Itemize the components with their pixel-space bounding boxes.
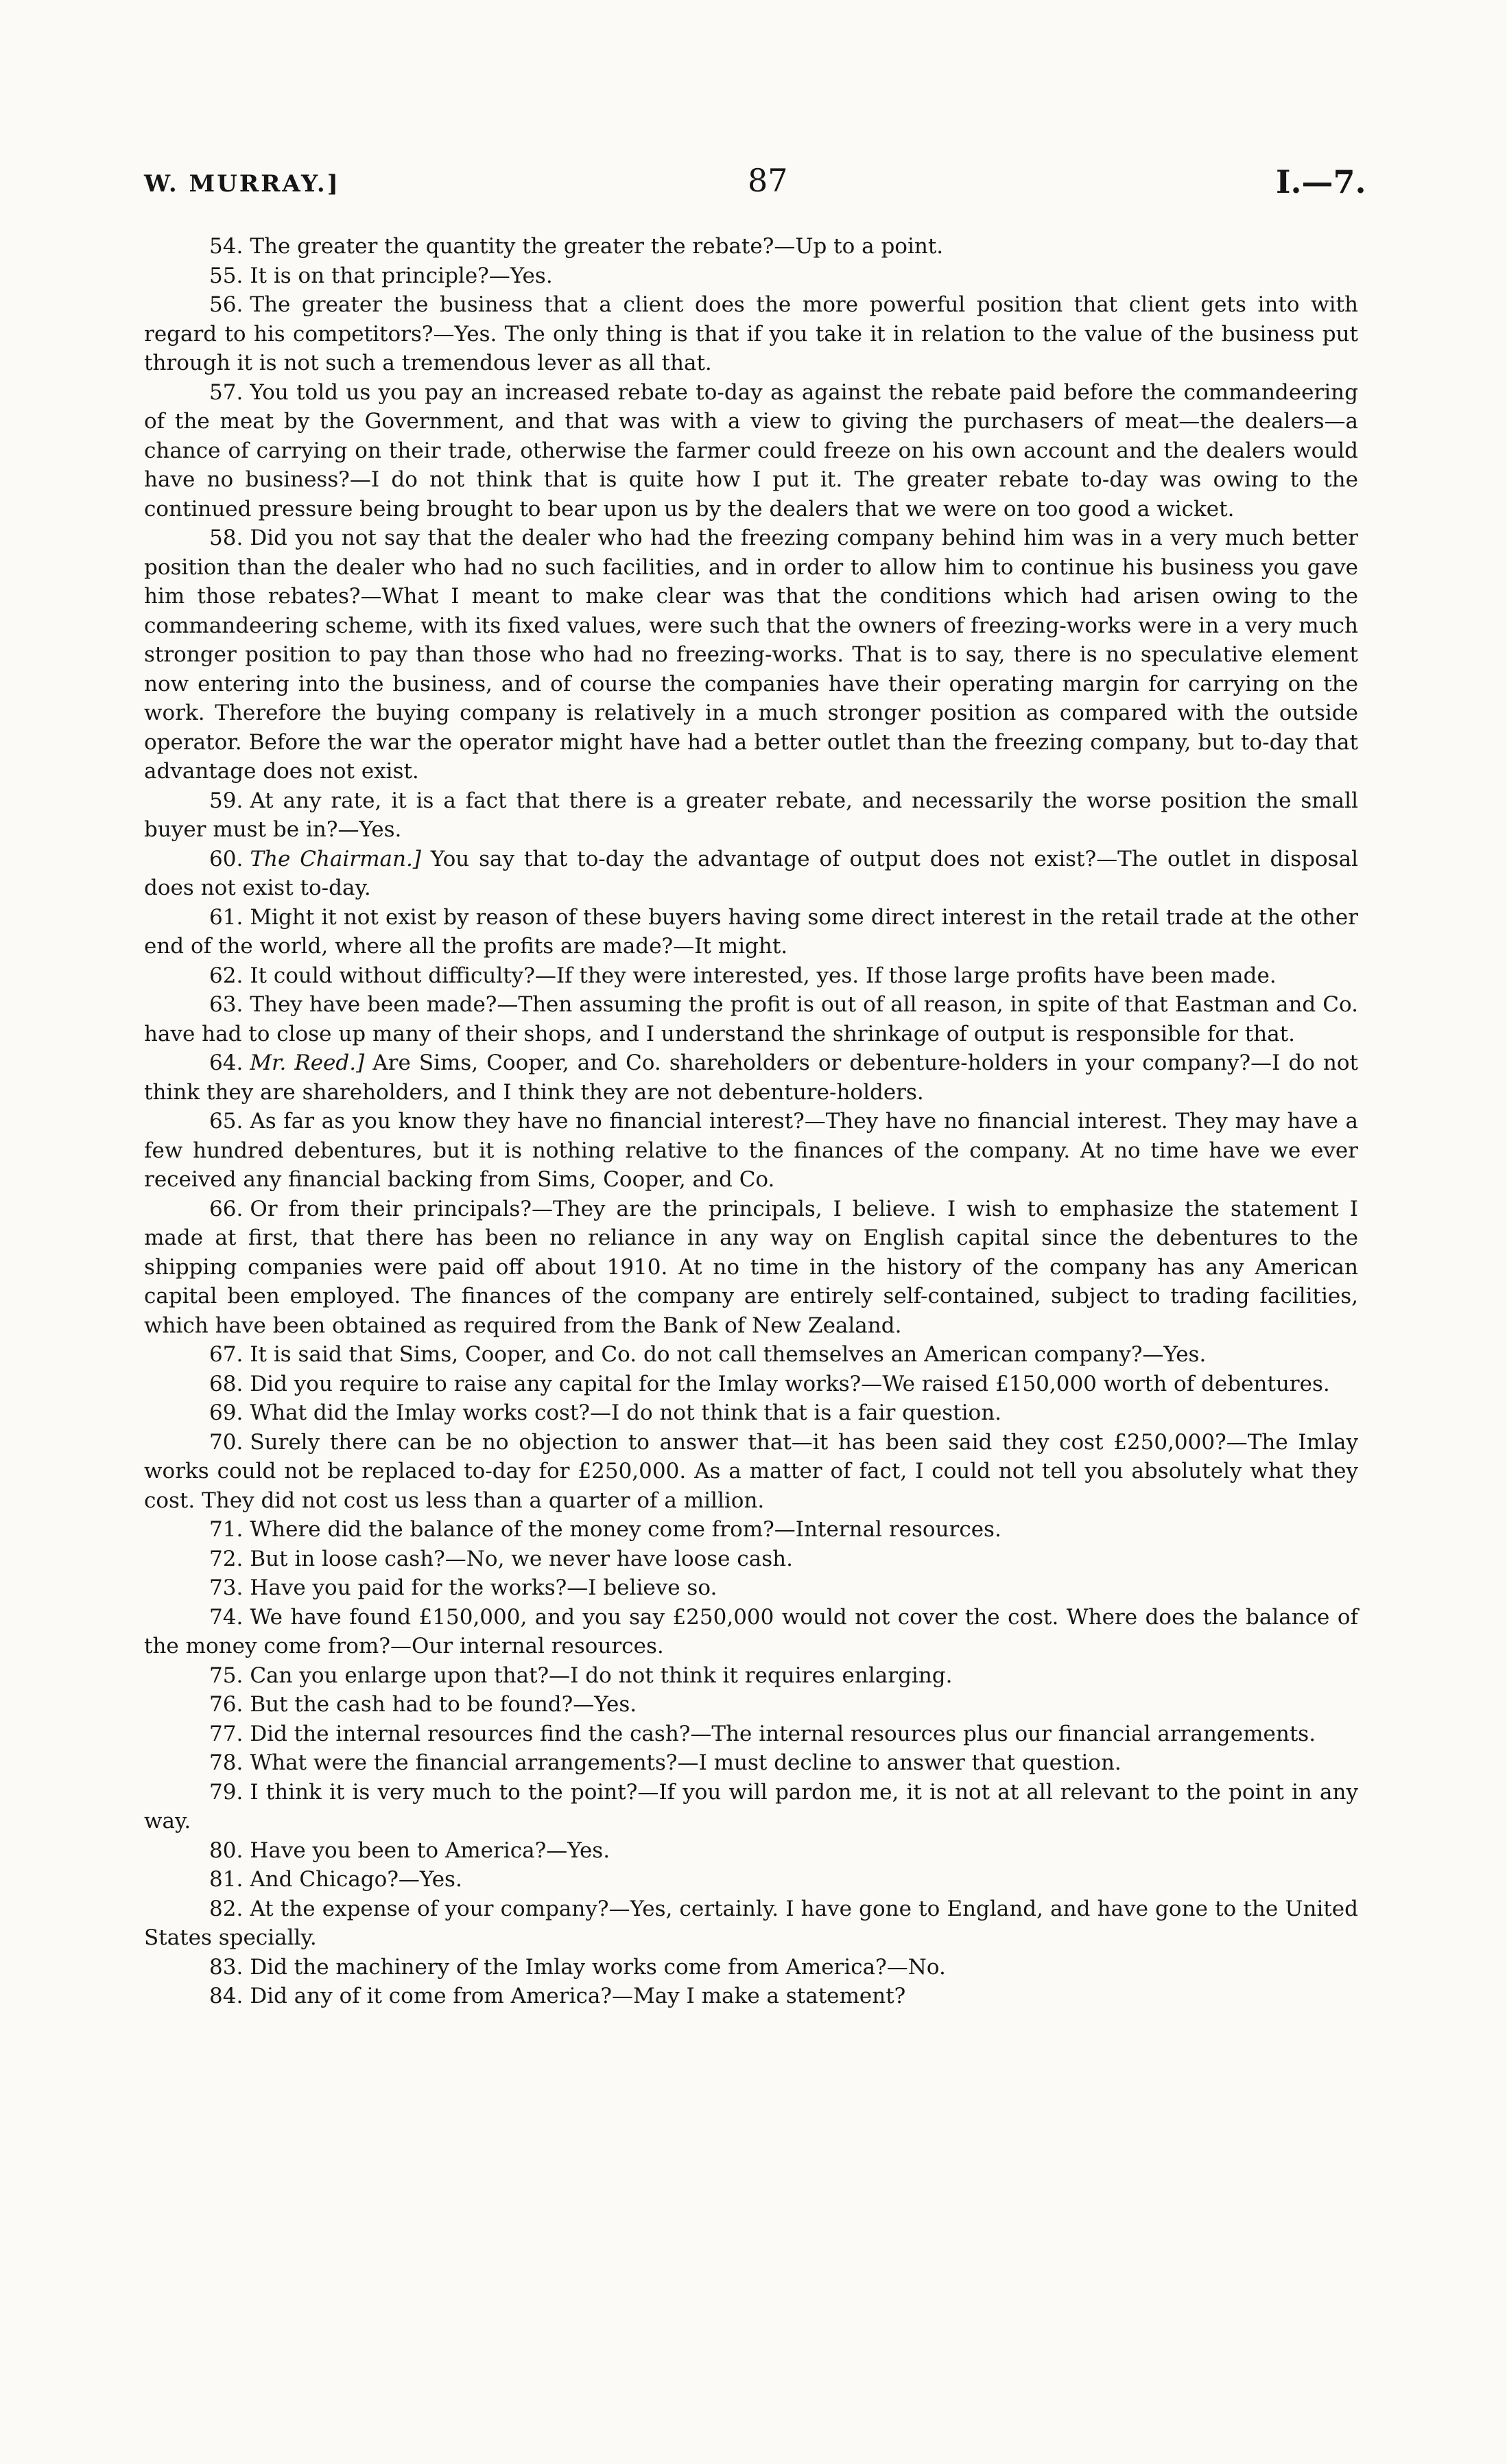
paragraph bbox=[144, 1836, 1358, 1866]
paragraph-text: Did any of it come from America?—May I make a statement? bbox=[250, 1984, 906, 2008]
paragraph-text: I think it is very much to the point?—If you will pardon me, it is not at all relevant to the point in any way. bbox=[144, 1779, 1358, 1833]
paragraph bbox=[144, 1953, 1358, 1982]
paragraph bbox=[144, 1573, 1358, 1603]
paragraph bbox=[144, 1107, 1358, 1195]
running-header bbox=[0, 162, 1507, 210]
paragraph-number: 82. bbox=[209, 1896, 244, 1921]
paragraph-text: It could without difficulty?—If they were interested, yes. If those large profits have been made. bbox=[250, 963, 1277, 988]
paragraph-number: 72. bbox=[209, 1546, 244, 1571]
speaker-label: The Chairman.] bbox=[250, 846, 421, 871]
paragraph bbox=[144, 1603, 1358, 1661]
paragraph-number: 55. bbox=[209, 263, 244, 288]
paragraph bbox=[144, 524, 1358, 786]
paragraph-number: 77. bbox=[209, 1721, 244, 1746]
paragraph bbox=[144, 903, 1358, 961]
paragraph bbox=[144, 1428, 1358, 1516]
paragraph-number: 76. bbox=[209, 1692, 244, 1717]
paragraph-text: Did the internal resources find the cash?—The internal resources plus our financial arrangements. bbox=[250, 1721, 1316, 1746]
paragraph-text: You told us you pay an increased rebate to-day as against the rebate paid before the commandeering of the meat by the Government, and that was with a view to giving the purchasers of meat—the dealers—a chance of carrying on their trade, otherwise the farmer could freeze on his own account and the dealers would have no business?—I do not think that is quite how I put it. The greater rebate to-day was owing to the continued pressure being brought to bear upon us by the dealers that we were on too good a wicket. bbox=[144, 379, 1358, 521]
paragraph bbox=[144, 378, 1358, 524]
paragraph-number: 80. bbox=[209, 1838, 244, 1863]
evidence-body bbox=[144, 232, 1358, 2011]
paragraph-number: 62. bbox=[209, 963, 244, 988]
paragraph bbox=[144, 1340, 1358, 1370]
paragraph-text: Did the machinery of the Imlay works come from America?—No. bbox=[250, 1954, 946, 1980]
paragraph-number: 54. bbox=[209, 234, 244, 259]
paragraph-text: And Chicago?—Yes. bbox=[250, 1867, 462, 1892]
paragraph-number: 69. bbox=[209, 1400, 244, 1425]
paragraph bbox=[144, 261, 1358, 291]
paragraph-number: 58. bbox=[209, 526, 244, 550]
paragraph-number: 57. bbox=[209, 379, 244, 405]
paragraph bbox=[144, 1398, 1358, 1428]
paragraph bbox=[144, 1894, 1358, 1953]
paragraph-text: It is on that principle?—Yes. bbox=[250, 263, 553, 288]
paragraph-text: Have you paid for the works?—I believe so. bbox=[250, 1575, 717, 1600]
paragraph-text: What did the Imlay works cost?—I do not think that is a fair question. bbox=[250, 1400, 1002, 1425]
paragraph-number: 60. bbox=[209, 846, 244, 871]
paragraph-text: Are Sims, Cooper, and Co. shareholders or debenture-holders in your company?—I do not think they are shareholders, and I think they are not debenture-holders. bbox=[144, 1051, 1358, 1105]
paragraph-number: 61. bbox=[209, 904, 244, 930]
paragraph-number: 71. bbox=[209, 1517, 244, 1542]
paragraph bbox=[144, 1195, 1358, 1341]
header-witness-name: W. MURRAY.] bbox=[144, 170, 340, 198]
paragraph bbox=[144, 1545, 1358, 1574]
paragraph-number: 84. bbox=[209, 1984, 244, 2008]
paragraph-number: 83. bbox=[209, 1954, 244, 1980]
paragraph-number: 67. bbox=[209, 1342, 244, 1367]
paragraph-number: 74. bbox=[209, 1604, 244, 1630]
paragraph-text: Might it not exist by reason of these buyers having some direct interest in the retail trade at the other end of the world, where all the profits are made?—It might. bbox=[144, 904, 1358, 959]
paragraph-text: You say that to-day the advantage of output does not exist?—The outlet in disposal does not exist to-day. bbox=[144, 846, 1358, 900]
paragraph-number: 70. bbox=[209, 1429, 244, 1455]
paragraph-number: 63. bbox=[209, 992, 244, 1017]
paragraph bbox=[144, 845, 1358, 903]
paragraph-text: Did you not say that the dealer who had the freezing company behind him was in a very much better position than the dealer who had no such facilities, and in order to allow him to continue his business you gave him those rebates?—What I meant to make clear was that the conditions which had arisen owing to the commandeering scheme, with its fixed values, were such that the owners of freezing-works were in a very much stronger position to pay than those who had no freezing-works. That is to say, there is no speculative element now entering into the business, and of course the companies have their operating margin for carrying on the work. Therefore the buying company is relatively in a much stronger position as compared with the outside operator. Before the war the operator might have had a better outlet than the freezing company, but to-day that advantage does not exist. bbox=[144, 526, 1358, 784]
paragraph-number: 64. bbox=[209, 1051, 244, 1075]
paragraph-number: 75. bbox=[209, 1663, 244, 1688]
paragraph-number: 73. bbox=[209, 1575, 244, 1600]
paragraph bbox=[144, 786, 1358, 845]
paragraph-text: But in loose cash?—No, we never have loose cash. bbox=[250, 1546, 793, 1571]
paragraph-text: The greater the business that a client does the more powerful position that client gets into with regard to his competitors?—Yes. The only thing is that if you take it in relation to the value of the business put through it is not such a tremendous lever as all that. bbox=[144, 292, 1358, 375]
paragraph bbox=[144, 1515, 1358, 1545]
paragraph bbox=[144, 1370, 1358, 1399]
paragraph-text: The greater the quantity the greater the rebate?—Up to a point. bbox=[250, 234, 944, 259]
paragraph-text: Have you been to America?—Yes. bbox=[250, 1838, 610, 1863]
paragraph-number: 66. bbox=[209, 1196, 244, 1221]
paragraph-text: It is said that Sims, Cooper, and Co. do not call themselves an American company?—Yes. bbox=[250, 1342, 1207, 1367]
paragraph-text: Can you enlarge upon that?—I do not think it requires enlarging. bbox=[250, 1663, 953, 1688]
paragraph-text: Surely there can be no objection to answer that—it has been said they cost £250,000?—The Imlay works could not be replaced to-day for £250,000. As a matter of fact, I could not tell you absolutely what they cost. They did not cost us less than a quarter of a million. bbox=[144, 1429, 1358, 1513]
paragraph bbox=[144, 1865, 1358, 1894]
paragraph-text: But the cash had to be found?—Yes. bbox=[250, 1692, 637, 1717]
paragraph-text: Where did the balance of the money come from?—Internal resources. bbox=[250, 1517, 1001, 1542]
paragraph-number: 68. bbox=[209, 1371, 244, 1396]
paper-reference: I.—7. bbox=[1276, 163, 1366, 200]
paragraph-number: 79. bbox=[209, 1779, 244, 1805]
paragraph-text: Or from their principals?—They are the principals, I believe. I wish to emphasize the statement I made at first, that there has been no reliance in any way on English capital since the debentures to the shipping companies were paid off about 1910. At no time in the history of the company has any American capital been employed. The finances of the company are entirely self-contained, subject to trading facilities, which have been obtained as required from the Bank of New Zealand. bbox=[144, 1196, 1358, 1338]
paragraph bbox=[144, 1661, 1358, 1691]
paragraph bbox=[144, 1778, 1358, 1836]
paragraph-number: 81. bbox=[209, 1867, 244, 1892]
paragraph bbox=[144, 990, 1358, 1048]
paragraph bbox=[144, 232, 1358, 261]
paragraph-number: 65. bbox=[209, 1109, 244, 1134]
paragraph bbox=[144, 1048, 1358, 1107]
speaker-label: Mr. Reed.] bbox=[250, 1051, 365, 1075]
paragraph-text: They have been made?—Then assuming the profit is out of all reason, in spite of that Eastman and Co. have had to close up many of their shops, and I understand the shrinkage of output is responsible for that. bbox=[144, 992, 1358, 1046]
paragraph-text: What were the financial arrangements?—I must decline to answer that question. bbox=[250, 1750, 1122, 1775]
page-number: 87 bbox=[748, 162, 788, 199]
paragraph bbox=[144, 1720, 1358, 1749]
paragraph-text: As far as you know they have no financial interest?—They have no financial interest. They may have a few hundred debentures, but it is nothing relative to the finances of the company. At no time have we ever received any financial backing from Sims, Cooper, and Co. bbox=[144, 1109, 1358, 1192]
paragraph-text: Did you require to raise any capital for the Imlay works?—We raised £150,000 worth of debentures. bbox=[250, 1371, 1330, 1396]
paragraph bbox=[144, 961, 1358, 991]
paragraph-number: 78. bbox=[209, 1750, 244, 1775]
paragraph-number: 56. bbox=[209, 292, 244, 317]
paragraph bbox=[144, 1982, 1358, 2011]
paragraph bbox=[144, 1690, 1358, 1720]
paragraph-text: At the expense of your company?—Yes, certainly. I have gone to England, and have gone to the United States specially. bbox=[144, 1896, 1358, 1950]
paragraph-text: We have found £150,000, and you say £250,000 would not cover the cost. Where does the balance of the money come from?—Our internal resources. bbox=[144, 1604, 1358, 1658]
paragraph bbox=[144, 290, 1358, 378]
paragraph bbox=[144, 1748, 1358, 1778]
paragraph-text: At any rate, it is a fact that there is a greater rebate, and necessarily the worse position the small buyer must be in?—Yes. bbox=[144, 788, 1358, 842]
paragraph-number: 59. bbox=[209, 788, 244, 813]
